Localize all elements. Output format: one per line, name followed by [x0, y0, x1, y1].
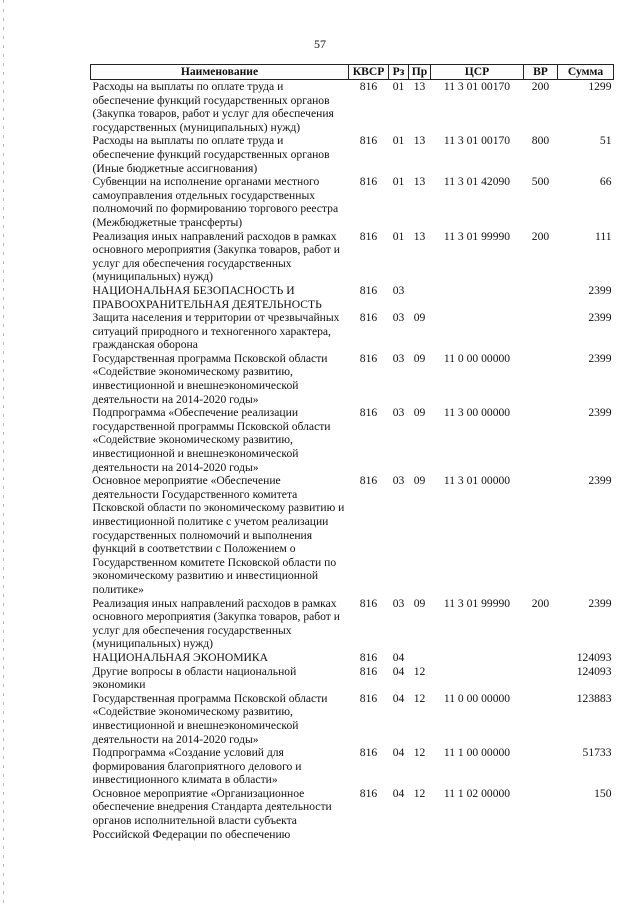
- cell-csr: [431, 651, 524, 665]
- cell-pr: 09: [413, 474, 426, 488]
- cell-kvsr: 816: [359, 134, 378, 148]
- cell-pr: [409, 284, 431, 311]
- cell-sum: 123883: [576, 691, 612, 705]
- cell-rz: 03: [392, 311, 405, 325]
- cell-rz: 04: [392, 786, 405, 800]
- cell-kvsr: 816: [359, 406, 378, 420]
- cell-pr: 12: [413, 746, 426, 760]
- table-row: [91, 134, 614, 175]
- cell-name: Защита населения и территории от чрезвычайных ситуаций природного и техногенного характера, гражданская оборона: [92, 311, 340, 352]
- cell-rz: 01: [392, 80, 405, 93]
- cell-pr: 13: [413, 134, 426, 148]
- cell-kvsr: 816: [359, 80, 378, 93]
- table-row: [91, 692, 614, 746]
- cell-sum: 2399: [588, 596, 612, 610]
- cell-csr: 11 0 00 00000: [443, 691, 511, 705]
- cell-csr: 11 1 02 00000: [443, 786, 511, 800]
- cell-rz: 04: [392, 746, 405, 760]
- cell-pr: 09: [413, 311, 426, 325]
- table-row: [91, 406, 614, 474]
- cell-vr: [524, 651, 558, 665]
- cell-name: Государственная программа Псковской области «Содействие экономическому развитию, инвестиционной и внешнеэкономической деятельности на 2014-2020 годы»: [92, 691, 328, 746]
- cell-pr: 09: [413, 351, 426, 365]
- cell-name: Другие вопросы в области национальной экономики: [92, 664, 297, 692]
- table-row: [91, 474, 614, 596]
- header-pr: Пр: [409, 65, 431, 80]
- cell-name: Основное мероприятие «Обеспечение деятельности Государственного комитета Псковской области по экономическому развитию и инвестиционной политике с учетом реализации государственных полномочий и выполнения функций в соответствии с Положением о Государственном комитете Псковской области по экономическому развитию и инвестиционной политике»: [92, 474, 345, 596]
- cell-vr: 200: [531, 80, 550, 93]
- cell-pr: 12: [413, 664, 426, 678]
- cell-pr: 13: [413, 229, 426, 243]
- cell-vr: [524, 474, 558, 596]
- cell-kvsr: 816: [359, 474, 378, 488]
- cell-sum: 51733: [582, 746, 612, 760]
- cell-rz: 01: [392, 229, 405, 243]
- page-number: 57: [314, 37, 326, 51]
- cell-rz: 03: [392, 351, 405, 365]
- header-csr: ЦСР: [431, 65, 524, 80]
- budget-table: [90, 64, 614, 841]
- table-row: [91, 787, 614, 841]
- cell-name: Подпрограмма «Создание условий для формирования благоприятного делового и инвестиционного климата в области»: [92, 746, 302, 787]
- table-row: [91, 230, 614, 284]
- table-header-row: [91, 65, 614, 80]
- cell-csr: [431, 311, 524, 352]
- cell-kvsr: 816: [359, 283, 378, 297]
- cell-vr: [524, 311, 558, 352]
- cell-kvsr: 816: [359, 175, 378, 189]
- cell-name: Реализация иных направлений расходов в рамках основного мероприятия (Закупка товаров, работ и услуг для обеспечения государственных (муниципальных) нужд): [92, 596, 340, 651]
- cell-kvsr: 816: [359, 351, 378, 365]
- cell-kvsr: 816: [359, 229, 378, 243]
- cell-csr: 11 3 01 00170: [443, 80, 511, 93]
- cell-csr: 11 3 01 42090: [443, 175, 511, 189]
- cell-vr: [524, 787, 558, 841]
- cell-kvsr: 816: [359, 691, 378, 705]
- cell-rz: 03: [392, 283, 405, 297]
- cell-pr: 13: [413, 175, 426, 189]
- cell-vr: 200: [531, 229, 550, 243]
- header-kvsr: КВСР: [349, 65, 389, 80]
- cell-kvsr: 816: [359, 311, 378, 325]
- cell-csr: 11 3 00 00000: [443, 406, 511, 420]
- cell-rz: 03: [392, 406, 405, 420]
- cell-rz: 04: [392, 664, 405, 678]
- cell-sum: 150: [594, 786, 612, 800]
- cell-sum: 124093: [576, 664, 612, 678]
- cell-vr: 800: [531, 134, 550, 148]
- table-row: [91, 597, 614, 651]
- cell-name: Субвенции на исполнение органами местного самоуправления отдельных государственных полномочий по формированию торгового реестра (Межбюджетные трансферты): [92, 175, 339, 229]
- scan-edge: [3, 0, 4, 905]
- cell-sum: 66: [599, 175, 612, 189]
- cell-vr: 200: [531, 596, 550, 610]
- cell-vr: [524, 692, 558, 746]
- cell-rz: 03: [392, 474, 405, 488]
- cell-csr: 11 3 01 00170: [443, 134, 511, 148]
- cell-kvsr: 816: [359, 786, 378, 800]
- cell-csr: 11 3 01 99990: [443, 229, 511, 243]
- cell-name: Основное мероприятие «Организационное обеспечение внедрения Стандарта деятельности органов исполнительной власти субъекта Российской Федерации по обеспечению: [92, 786, 332, 841]
- cell-rz: 03: [392, 596, 405, 610]
- cell-kvsr: 816: [359, 746, 378, 760]
- cell-name: Реализация иных направлений расходов в рамках основного мероприятия (Закупка товаров, работ и услуг для обеспечения государственных (муниципальных) нужд): [92, 229, 340, 284]
- cell-csr: 11 3 01 99990: [443, 596, 511, 610]
- cell-vr: [524, 746, 558, 787]
- cell-sum: 2399: [588, 406, 612, 420]
- cell-rz: 04: [392, 650, 405, 664]
- cell-pr: 09: [413, 406, 426, 420]
- cell-pr: 12: [413, 691, 426, 705]
- table-row: [91, 284, 614, 311]
- cell-sum: 124093: [576, 650, 612, 664]
- cell-pr: 09: [413, 596, 426, 610]
- cell-sum: 51: [599, 134, 612, 148]
- cell-csr: 11 0 00 00000: [443, 351, 511, 365]
- cell-kvsr: 816: [359, 596, 378, 610]
- cell-sum: 2399: [588, 474, 612, 488]
- table-row: [91, 175, 614, 229]
- table-row: [91, 746, 614, 787]
- cell-vr: 500: [531, 175, 550, 189]
- table-row: [91, 651, 614, 665]
- cell-sum: 2399: [588, 351, 612, 365]
- cell-kvsr: 816: [359, 650, 378, 664]
- cell-rz: 01: [392, 175, 405, 189]
- cell-name: Государственная программа Псковской области «Содействие экономическому развитию, инвестиционной и внешнеэкономической деятельности на 2014-2020 годы»: [92, 351, 328, 406]
- header-sum: Сумма: [558, 65, 614, 80]
- cell-name: НАЦИОНАЛЬНАЯ БЕЗОПАСНОСТЬ И ПРАВООХРАНИТЕЛЬНАЯ ДЕЯТЕЛЬНОСТЬ: [92, 283, 322, 311]
- cell-pr: 13: [413, 80, 426, 93]
- cell-csr: 11 1 00 00000: [443, 746, 511, 760]
- cell-sum: 1299: [588, 80, 612, 93]
- table-body: [91, 80, 614, 842]
- cell-sum: 2399: [588, 283, 612, 297]
- cell-vr: [524, 665, 558, 692]
- table-row: [91, 80, 614, 135]
- cell-rz: 04: [392, 691, 405, 705]
- cell-kvsr: 816: [359, 664, 378, 678]
- cell-rz: 01: [392, 134, 405, 148]
- cell-name: Подпрограмма «Обеспечение реализации государственной программы Псковской области «Содействие экономическому развитию, инвестиционной и внешнеэкономической деятельности на 2014-2020 годы»: [92, 406, 331, 474]
- cell-name: НАЦИОНАЛЬНАЯ ЭКОНОМИКА: [92, 650, 269, 664]
- header-name: Наименование: [91, 65, 349, 80]
- table-row: [91, 352, 614, 406]
- cell-sum: 2399: [588, 311, 612, 325]
- cell-name: Расходы на выплаты по оплате труда и обеспечение функций государственных органов (Иные бюджетные ассигнования): [92, 134, 330, 175]
- cell-csr: [431, 665, 524, 692]
- cell-csr: [431, 284, 524, 311]
- cell-pr: 12: [413, 786, 426, 800]
- table-row: [91, 665, 614, 692]
- cell-vr: [524, 284, 558, 311]
- cell-pr: [409, 651, 431, 665]
- header-rz: Рз: [389, 65, 409, 80]
- header-vr: ВР: [524, 65, 558, 80]
- cell-vr: [524, 352, 558, 406]
- cell-vr: [524, 406, 558, 474]
- cell-csr: 11 3 01 00000: [443, 474, 511, 488]
- cell-sum: 111: [594, 229, 612, 243]
- table-row: [91, 311, 614, 352]
- cell-name: Расходы на выплаты по оплате труда и обеспечение функций государственных органов (Закупка товаров, работ и услуг для обеспечения государственных (муниципальных) нужд): [92, 80, 334, 134]
